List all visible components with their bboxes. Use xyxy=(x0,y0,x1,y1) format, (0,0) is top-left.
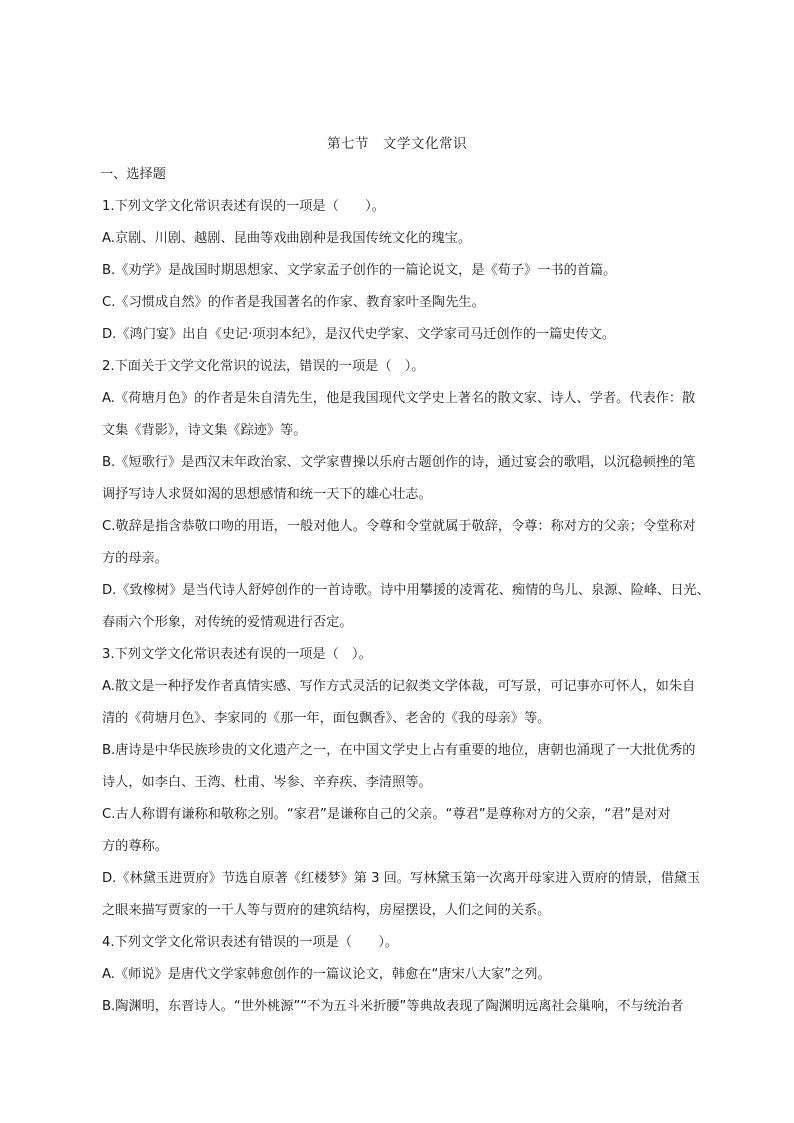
question-3: 3.下列文学文化常识表述有误的一项是（ ）。 xyxy=(102,647,372,662)
question-4: 4.下列文学文化常识表述有错误的一项是（ ）。 xyxy=(102,935,399,950)
q1-option-b: B.《劝学》是战国时期思想家、文学家孟子创作的一篇论说文，是《荀子》一书的首篇。 xyxy=(102,263,617,278)
question-1: 1.下列文学文化常识表述有误的一项是（ ）。 xyxy=(102,199,385,214)
q2-option-d-cont: 春雨六个形象，对传统的爱情观进行否定。 xyxy=(102,615,353,630)
question-2: 2.下面关于文学文化常识的说法，错误的一项是（ ）。 xyxy=(102,359,425,374)
q2-option-d: D.《致橡树》是当代诗人舒婷创作的一首诗歌。诗中用攀援的凌霄花、痴情的鸟儿、泉源、险峰、日光、 xyxy=(102,583,710,598)
q2-option-b: B.《短歌行》是西汉末年政治家、文学家曹操以乐府古题创作的诗，通过宴会的歌唱，以沉稳顿挫的笔 xyxy=(102,455,696,470)
q2-option-c: C.敬辞是指含恭敬口吻的用语，一般对他人。令尊和令堂就属于敬辞，令尊：称对方的父亲；令堂称对 xyxy=(102,519,696,534)
q3-option-d-cont: 之眼来描写贾家的一干人等与贾府的建筑结构，房屋摆设，人们之间的关系。 xyxy=(102,903,551,918)
section-heading: 一、选择题 xyxy=(100,167,166,182)
q1-option-c: C.《习惯成自然》的作者是我国著名的作家、教育家叶圣陶先生。 xyxy=(102,295,485,310)
q2-option-b-cont: 调抒写诗人求贤如渴的思想感情和统一天下的雄心壮志。 xyxy=(102,487,432,502)
page-title: 第七节 文学文化常识 xyxy=(327,136,467,152)
q3-option-a-cont: 清的《荷塘月色》、李家同的《那一年，面包飘香》、老舍的《我的母亲》等。 xyxy=(102,711,551,726)
q1-option-a: A.京剧、川剧、越剧、昆曲等戏曲剧种是我国传统文化的瑰宝。 xyxy=(102,231,472,246)
q2-option-c-cont: 方的母亲。 xyxy=(102,551,168,566)
q2-option-a-cont: 文集《背影》，诗文集《踪迹》等。 xyxy=(102,423,307,438)
q1-option-d: D.《鸿门宴》出自《史记·项羽本纪》，是汉代史学家、文学家司马迁创作的一篇史传文。 xyxy=(102,327,616,342)
q2-option-a: A.《荷塘月色》的作者是朱自清先生，他是我国现代文学史上著名的散文家、诗人、学者。代表作：散 xyxy=(102,391,696,406)
q3-option-b: B.唐诗是中华民族珍贵的文化遗产之一，在中国文学史上占有重要的地位，唐朝也涌现了一大批优秀的 xyxy=(102,743,696,758)
q3-option-c: C.古人称谓有谦称和敬称之别。“家君”是谦称自己的父亲。“尊君”是尊称对方的父亲，“君”是对对 xyxy=(102,807,671,822)
q4-option-a: A.《师说》是唐代文学家韩愈创作的一篇议论文，韩愈在“唐宋八大家”之列。 xyxy=(102,967,551,982)
q3-option-c-cont: 方的尊称。 xyxy=(102,839,168,854)
q4-option-b: B.陶渊明，东晋诗人。“世外桃源”“不为五斗米折腰”等典故表现了陶渊明远离社会巢响，不与统治者 xyxy=(102,999,684,1014)
q3-option-b-cont: 诗人，如李白、王湾、杜甫、岑参、辛弃疾、李清照等。 xyxy=(102,775,432,790)
q3-option-a: A.散文是一种抒发作者真情实感、写作方式灵活的记叙类文学体裁，可写景，可记事亦可怀人，如朱自 xyxy=(102,679,696,694)
q3-option-d: D.《林黛玉进贾府》节选自原著《红楼梦》第 3 回。写林黛玉第一次离开母家进入贾府的情景，借黛玉 xyxy=(102,871,701,886)
